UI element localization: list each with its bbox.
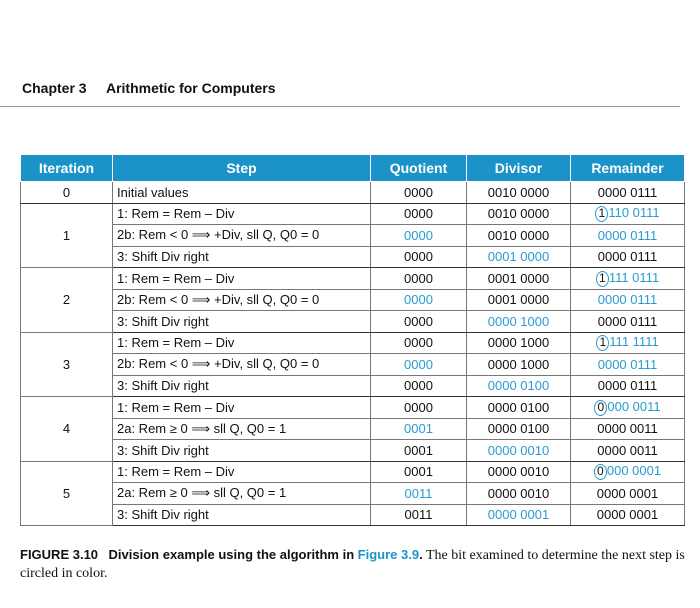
- divisor-cell: 0000 1000: [467, 354, 571, 376]
- table-row: [21, 375, 685, 397]
- quotient-cell: 0011: [371, 483, 467, 505]
- table-row: [21, 418, 685, 440]
- table-row: [21, 504, 685, 526]
- quotient-cell: 0000: [371, 225, 467, 247]
- step-cell: 1: Rem = Rem – Div: [113, 203, 371, 225]
- table-row: [21, 289, 685, 311]
- col-header-remainder: Remainder: [571, 155, 685, 182]
- division-table: [20, 154, 685, 526]
- figure-title-end: .: [419, 547, 423, 562]
- table-row: [21, 246, 685, 268]
- remainder-cell: 0000 0001: [571, 483, 685, 505]
- figure-link[interactable]: Figure 3.9: [357, 547, 420, 562]
- col-header-divisor: Divisor: [467, 155, 571, 182]
- table-row: [21, 397, 685, 419]
- circled-bit: 1: [595, 206, 608, 222]
- table-row: [21, 332, 685, 354]
- quotient-cell: 0001: [371, 418, 467, 440]
- step-cell: Initial values: [113, 182, 371, 204]
- remainder-rest: 111 0111: [608, 269, 660, 285]
- table-row: [21, 440, 685, 462]
- chapter-header: [22, 80, 276, 96]
- quotient-cell: 0011: [371, 504, 467, 526]
- step-cell: 2a: Rem ≥ 0 ⟹ sll Q, Q0 = 1: [113, 418, 371, 440]
- remainder-cell: 0000 0111: [571, 182, 685, 204]
- remainder-cell: [571, 268, 685, 290]
- step-cell: 2b: Rem < 0 ⟹ +Div, sll Q, Q0 = 0: [113, 225, 371, 247]
- remainder-cell: [571, 461, 685, 483]
- table-row: [21, 354, 685, 376]
- divisor-cell: 0000 0001: [467, 504, 571, 526]
- step-cell: 1: Rem = Rem – Div: [113, 397, 371, 419]
- remainder-cell: 0000 0111: [571, 246, 685, 268]
- remainder-cell: 0000 0111: [571, 289, 685, 311]
- step-cell: 3: Shift Div right: [113, 311, 371, 333]
- remainder-cell: 0000 0001: [571, 504, 685, 526]
- figure-title: Division example using the algorithm in: [108, 547, 355, 562]
- divisor-cell: 0001 0000: [467, 268, 571, 290]
- figure-label: FIGURE 3.10: [20, 547, 99, 562]
- remainder-rest: 111 1111: [609, 334, 659, 350]
- col-header-step: Step: [113, 155, 371, 182]
- col-header-quotient: Quotient: [371, 155, 467, 182]
- iteration-cell: 2: [21, 268, 113, 333]
- quotient-cell: 0000: [371, 397, 467, 419]
- quotient-cell: 0000: [371, 289, 467, 311]
- remainder-cell: [571, 397, 685, 419]
- circled-bit: 0: [594, 400, 607, 416]
- divisor-cell: 0001 0000: [467, 246, 571, 268]
- remainder-rest: 110 0111: [608, 205, 660, 221]
- divisor-cell: 0001 0000: [467, 289, 571, 311]
- remainder-cell: 0000 0011: [571, 440, 685, 462]
- remainder-cell: 0000 0111: [571, 354, 685, 376]
- table-row: [21, 225, 685, 247]
- step-cell: 2a: Rem ≥ 0 ⟹ sll Q, Q0 = 1: [113, 483, 371, 505]
- divisor-cell: 0000 1000: [467, 311, 571, 333]
- step-cell: 3: Shift Div right: [113, 504, 371, 526]
- chapter-number: Chapter 3: [22, 80, 87, 96]
- circled-bit: 1: [596, 335, 609, 351]
- step-cell: 1: Rem = Rem – Div: [113, 268, 371, 290]
- remainder-cell: [571, 203, 685, 225]
- step-cell: 2b: Rem < 0 ⟹ +Div, sll Q, Q0 = 0: [113, 354, 371, 376]
- remainder-cell: 0000 0011: [571, 418, 685, 440]
- iteration-cell: 5: [21, 461, 113, 526]
- divisor-cell: 0000 0010: [467, 461, 571, 483]
- table-header-row: [21, 155, 685, 182]
- quotient-cell: 0000: [371, 246, 467, 268]
- figure-text: The bit examined to determine the next step is circled in color.: [20, 548, 685, 581]
- remainder-cell: 0000 0111: [571, 375, 685, 397]
- remainder-rest: 000 0011: [607, 398, 661, 414]
- quotient-cell: 0000: [371, 354, 467, 376]
- remainder-cell: 0000 0111: [571, 311, 685, 333]
- iteration-cell: 1: [21, 203, 113, 268]
- figure-caption: [20, 546, 685, 583]
- quotient-cell: 0000: [371, 332, 467, 354]
- divisor-cell: 0000 0100: [467, 418, 571, 440]
- step-cell: 3: Shift Div right: [113, 246, 371, 268]
- remainder-cell: [571, 332, 685, 354]
- circled-bit: 1: [596, 271, 609, 287]
- step-cell: 2b: Rem < 0 ⟹ +Div, sll Q, Q0 = 0: [113, 289, 371, 311]
- table-row: [21, 268, 685, 290]
- table-body: [21, 182, 685, 526]
- chapter-title: Arithmetic for Computers: [105, 80, 276, 96]
- divisor-cell: 0000 0010: [467, 440, 571, 462]
- quotient-cell: 0000: [371, 375, 467, 397]
- divisor-cell: 0010 0000: [467, 182, 571, 204]
- quotient-cell: 0000: [371, 268, 467, 290]
- circled-bit: 0: [594, 464, 607, 480]
- table-row: [21, 483, 685, 505]
- iteration-cell: 0: [21, 182, 113, 204]
- col-header-iteration: Iteration: [21, 155, 113, 182]
- quotient-cell: 0001: [371, 440, 467, 462]
- table-row: [21, 182, 685, 204]
- divisor-cell: 0000 1000: [467, 332, 571, 354]
- divisor-cell: 0010 0000: [467, 203, 571, 225]
- step-cell: 3: Shift Div right: [113, 440, 371, 462]
- remainder-cell: 0000 0111: [571, 225, 685, 247]
- quotient-cell: 0000: [371, 182, 467, 204]
- quotient-cell: 0001: [371, 461, 467, 483]
- table-row: [21, 311, 685, 333]
- remainder-rest: 000 0001: [606, 463, 662, 479]
- step-cell: 1: Rem = Rem – Div: [113, 461, 371, 483]
- quotient-cell: 0000: [371, 203, 467, 225]
- divisor-cell: 0000 0100: [467, 375, 571, 397]
- divisor-cell: 0000 0100: [467, 397, 571, 419]
- quotient-cell: 0000: [371, 311, 467, 333]
- iteration-cell: 3: [21, 332, 113, 397]
- step-cell: 3: Shift Div right: [113, 375, 371, 397]
- iteration-cell: 4: [21, 397, 113, 462]
- divisor-cell: 0010 0000: [467, 225, 571, 247]
- table-row: [21, 203, 685, 225]
- header-rule: [0, 106, 680, 107]
- divisor-cell: 0000 0010: [467, 483, 571, 505]
- table-row: [21, 461, 685, 483]
- step-cell: 1: Rem = Rem – Div: [113, 332, 371, 354]
